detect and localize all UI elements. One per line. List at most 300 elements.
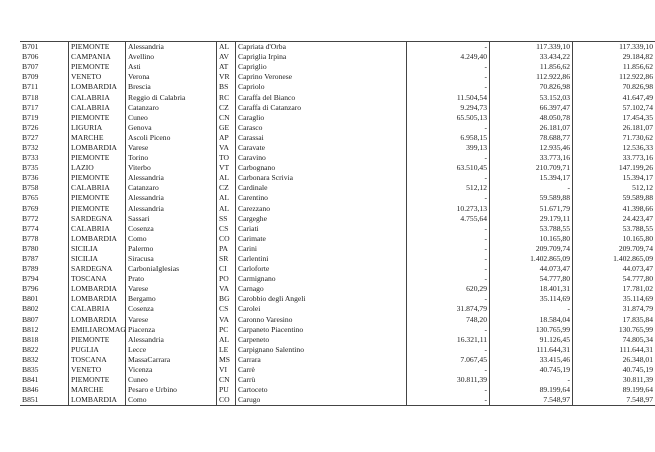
region-name: VENETO xyxy=(69,365,126,375)
region-name: MARCHE xyxy=(69,133,126,143)
amount-c: 11.856,62 xyxy=(573,62,655,72)
municipality-code: B846 xyxy=(22,385,39,395)
region-name: CALABRIA xyxy=(69,224,126,234)
region-name: LOMBARDIA xyxy=(69,395,126,406)
amount-a: 65.505,13 xyxy=(407,113,490,123)
amount-b: 59.589,88 xyxy=(490,193,573,203)
municipality-code: B818 xyxy=(22,334,39,344)
amount-b: 78.688,77 xyxy=(490,133,573,143)
province-name: Cosenza xyxy=(126,224,217,234)
province-abbreviation: CN xyxy=(217,375,236,385)
region-name: PIEMONTE xyxy=(69,62,126,72)
municipality-code: B709 xyxy=(22,72,39,82)
amount-b: 111.644,31 xyxy=(490,345,573,355)
province-abbreviation: PO xyxy=(217,274,236,284)
municipality-name: Caronno Varesino xyxy=(236,315,407,325)
municipality-code: B765 xyxy=(22,193,39,203)
province-name: Siracusa xyxy=(126,254,217,264)
province-name: Catanzaro xyxy=(126,103,217,113)
municipality-name: Carpeneto xyxy=(236,335,407,345)
amount-c: 74.805,34 xyxy=(573,335,655,345)
amount-a: - xyxy=(407,42,490,53)
amount-a: 4.755,64 xyxy=(407,214,490,224)
municipality-code: B835 xyxy=(22,365,39,375)
province-abbreviation: VT xyxy=(217,163,236,173)
municipality-name: Carlentini xyxy=(236,254,407,264)
region-name: LOMBARDIA xyxy=(69,143,126,153)
table-row xyxy=(20,294,655,304)
region-name: PIEMONTE xyxy=(69,153,126,163)
region-name: SICILIA xyxy=(69,254,126,264)
amount-c: 59.589,88 xyxy=(573,193,655,203)
table-row xyxy=(20,325,655,335)
province-abbreviation: VR xyxy=(217,72,236,82)
table-row xyxy=(20,52,655,62)
municipality-name: Carrù xyxy=(236,375,407,385)
province-abbreviation: GE xyxy=(217,123,236,133)
region-name: CALABRIA xyxy=(69,103,126,113)
amount-b: 33.773,16 xyxy=(490,153,573,163)
amount-a: 30.811,39 xyxy=(407,375,490,385)
amount-b: 112.922,86 xyxy=(490,72,573,82)
region-name: LOMBARDIA xyxy=(69,82,126,92)
province-abbreviation: AL xyxy=(217,193,236,203)
amount-a: - xyxy=(407,244,490,254)
table-row xyxy=(20,72,655,82)
table-row xyxy=(20,103,655,113)
province-abbreviation: TO xyxy=(217,153,236,163)
municipality-code: B758 xyxy=(22,183,39,193)
province-name: Verona xyxy=(126,72,217,82)
region-name: CALABRIA xyxy=(69,183,126,193)
province-abbreviation: CI xyxy=(217,264,236,274)
amount-c: 41.398,66 xyxy=(573,204,655,214)
municipality-name: Carbonara Scrivia xyxy=(236,173,407,183)
table-row xyxy=(20,224,655,234)
amount-b: 54.777,80 xyxy=(490,274,573,284)
amount-c: 70.826,98 xyxy=(573,82,655,92)
amount-b: 18.584,04 xyxy=(490,315,573,325)
province-name: Varese xyxy=(126,284,217,294)
region-name: LIGURIA xyxy=(69,123,126,133)
municipality-code: B851 xyxy=(20,395,69,406)
amount-c: 1.402.865,09 xyxy=(573,254,655,264)
municipality-name: Carrè xyxy=(236,365,407,375)
region-name: PIEMONTE xyxy=(69,204,126,214)
municipality-code: B772 xyxy=(22,213,39,223)
table-row xyxy=(20,214,655,224)
region-name: LOMBARDIA xyxy=(69,234,126,244)
table-row xyxy=(20,385,655,395)
amount-a: 6.958,15 xyxy=(407,133,490,143)
province-abbreviation: AV xyxy=(217,52,236,62)
amount-c: 17.454,35 xyxy=(573,113,655,123)
region-name: CAMPANIA xyxy=(69,52,126,62)
province-abbreviation: SS xyxy=(217,214,236,224)
region-name: LAZIO xyxy=(69,163,126,173)
municipality-table xyxy=(20,41,655,406)
table-row xyxy=(20,42,655,53)
province-name: Palermo xyxy=(126,244,217,254)
municipality-name: Carini xyxy=(236,244,407,254)
province-name: Cosenza xyxy=(126,304,217,314)
municipality-name: Caraffa di Catanzaro xyxy=(236,103,407,113)
region-name: PIEMONTE xyxy=(69,193,126,203)
table-row xyxy=(20,284,655,294)
amount-b: 51.671,79 xyxy=(490,204,573,214)
region-name: PIEMONTE xyxy=(69,42,126,53)
region-name: SARDEGNA xyxy=(69,214,126,224)
province-name: Ascoli Piceno xyxy=(126,133,217,143)
table-row xyxy=(20,204,655,214)
amount-c: 112.922,86 xyxy=(573,72,655,82)
municipality-name: Carezzano xyxy=(236,204,407,214)
municipality-code: B802 xyxy=(22,304,39,314)
amount-b: 15.394,17 xyxy=(490,173,573,183)
amount-a: - xyxy=(407,254,490,264)
municipality-code: B735 xyxy=(22,163,39,173)
province-abbreviation: SR xyxy=(217,254,236,264)
amount-b: 130.765,99 xyxy=(490,325,573,335)
region-name: CALABRIA xyxy=(69,92,126,102)
table-row xyxy=(20,345,655,355)
amount-a: - xyxy=(407,153,490,163)
province-name: CarboniaIglesias xyxy=(126,264,217,274)
amount-a: 31.874,79 xyxy=(407,304,490,314)
table-row xyxy=(20,133,655,143)
province-name: Pesaro e Urbino xyxy=(126,385,217,395)
municipality-name: Carolei xyxy=(236,304,407,314)
province-abbreviation: AL xyxy=(217,42,236,53)
region-name: CALABRIA xyxy=(69,304,126,314)
table-row xyxy=(20,335,655,345)
municipality-name: Capriglio xyxy=(236,62,407,72)
municipality-name: Capriglia Irpina xyxy=(236,52,407,62)
province-name: Avellino xyxy=(126,52,217,62)
province-abbreviation: MS xyxy=(217,355,236,365)
amount-c: 57.102,74 xyxy=(573,103,655,113)
table-row xyxy=(20,143,655,153)
amount-a: - xyxy=(407,62,490,72)
province-name: Cuneo xyxy=(126,113,217,123)
amount-c: 41.647,49 xyxy=(573,92,655,102)
municipality-code: B774 xyxy=(22,223,39,233)
province-abbreviation: CS xyxy=(217,224,236,234)
region-name: TOSCANA xyxy=(69,274,126,284)
municipality-code: B706 xyxy=(22,52,39,62)
municipality-name: Carnago xyxy=(236,284,407,294)
province-abbreviation: AT xyxy=(217,62,236,72)
municipality-code: B787 xyxy=(22,254,39,264)
amount-b: 18.401,31 xyxy=(490,284,573,294)
amount-a: 11.504,54 xyxy=(407,92,490,102)
municipality-name: Caraffa del Bianco xyxy=(236,92,407,102)
province-name: Sassari xyxy=(126,214,217,224)
amount-b: 10.165,80 xyxy=(490,234,573,244)
municipality-code: B769 xyxy=(22,203,39,213)
amount-a: - xyxy=(407,395,490,406)
municipality-code: B732 xyxy=(22,142,39,152)
amount-b: 11.856,62 xyxy=(490,62,573,72)
table-row xyxy=(20,153,655,163)
municipality-code: B719 xyxy=(22,112,39,122)
municipality-code: B717 xyxy=(22,102,39,112)
amount-b: 33.415,46 xyxy=(490,355,573,365)
amount-a: - xyxy=(407,173,490,183)
province-abbreviation: VA xyxy=(217,315,236,325)
municipality-name: Cartoceto xyxy=(236,385,407,395)
table-row xyxy=(20,82,655,92)
region-name: PIEMONTE xyxy=(69,173,126,183)
municipality-name: Caravino xyxy=(236,153,407,163)
amount-c: 130.765,99 xyxy=(573,325,655,335)
province-name: Alessandria xyxy=(126,42,217,53)
province-name: Varese xyxy=(126,315,217,325)
municipality-name: Caravate xyxy=(236,143,407,153)
amount-a: 399,13 xyxy=(407,143,490,153)
amount-c: 117.339,10 xyxy=(573,42,655,53)
municipality-name: Capriolo xyxy=(236,82,407,92)
municipality-name: Carmignano xyxy=(236,274,407,284)
province-abbreviation: AL xyxy=(217,173,236,183)
amount-b: 53.152,03 xyxy=(490,92,573,102)
amount-a: 7.067,45 xyxy=(407,355,490,365)
province-abbreviation: LE xyxy=(217,345,236,355)
amount-b: 53.788,55 xyxy=(490,224,573,234)
table-row xyxy=(20,274,655,284)
municipality-name: Carbognano xyxy=(236,163,407,173)
province-abbreviation: AL xyxy=(217,204,236,214)
municipality-name: Cargeghe xyxy=(236,214,407,224)
table-row xyxy=(20,375,655,385)
amount-c: 17.781,02 xyxy=(573,284,655,294)
amount-c: 26.181,07 xyxy=(573,123,655,133)
municipality-name: Cardinale xyxy=(236,183,407,193)
province-abbreviation: CZ xyxy=(217,103,236,113)
amount-c: 12.536,33 xyxy=(573,143,655,153)
amount-b: 209.709,74 xyxy=(490,244,573,254)
municipality-code: B789 xyxy=(22,264,39,274)
table-row xyxy=(20,183,655,193)
amount-a: - xyxy=(407,385,490,395)
amount-b: 12.935,46 xyxy=(490,143,573,153)
amount-b: 91.126,45 xyxy=(490,335,573,345)
province-name: Torino xyxy=(126,153,217,163)
municipality-name: Carloforte xyxy=(236,264,407,274)
region-name: PUGLIA xyxy=(69,345,126,355)
province-name: Varese xyxy=(126,143,217,153)
municipality-name: Carasco xyxy=(236,123,407,133)
municipality-code: B736 xyxy=(22,173,39,183)
municipality-code: B718 xyxy=(22,92,39,102)
table-row xyxy=(20,264,655,274)
amount-c: 147.199,26 xyxy=(573,163,655,173)
province-name: Genova xyxy=(126,123,217,133)
municipality-code: B733 xyxy=(22,153,39,163)
municipality-code: B711 xyxy=(22,82,39,92)
amount-b: 40.745,19 xyxy=(490,365,573,375)
amount-b: 44.073,47 xyxy=(490,264,573,274)
province-abbreviation: VA xyxy=(217,284,236,294)
amount-a: 620,29 xyxy=(407,284,490,294)
table-row xyxy=(20,365,655,375)
amount-b: 1.402.865,09 xyxy=(490,254,573,264)
province-name: Piacenza xyxy=(126,325,217,335)
amount-c: 54.777,80 xyxy=(573,274,655,284)
amount-a: 16.321,11 xyxy=(407,335,490,345)
municipality-code: B796 xyxy=(22,284,39,294)
amount-c: 30.811,39 xyxy=(573,375,655,385)
region-name: SARDEGNA xyxy=(69,264,126,274)
amount-b: 48.050,78 xyxy=(490,113,573,123)
province-abbreviation: VI xyxy=(217,365,236,375)
province-name: Reggio di Calabria xyxy=(126,92,217,102)
province-name: Alessandria xyxy=(126,204,217,214)
amount-a: - xyxy=(407,365,490,375)
region-name: PIEMONTE xyxy=(69,375,126,385)
amount-c: 89.199,64 xyxy=(573,385,655,395)
province-name: Como xyxy=(126,234,217,244)
region-name: LOMBARDIA xyxy=(69,315,126,325)
amount-b: 89.199,64 xyxy=(490,385,573,395)
municipality-code: B707 xyxy=(22,62,39,72)
amount-b: - xyxy=(490,183,573,193)
amount-a: - xyxy=(407,274,490,284)
province-abbreviation: CO xyxy=(217,395,236,406)
province-abbreviation: AP xyxy=(217,133,236,143)
table-row xyxy=(20,234,655,244)
amount-a: - xyxy=(407,264,490,274)
amount-c: 17.835,84 xyxy=(573,315,655,325)
amount-a: 10.273,13 xyxy=(407,204,490,214)
province-abbreviation: AL xyxy=(217,335,236,345)
municipality-code: B794 xyxy=(22,274,39,284)
municipality-code: B701 xyxy=(20,42,69,53)
province-abbreviation: CN xyxy=(217,113,236,123)
region-name: MARCHE xyxy=(69,385,126,395)
amount-c: 512,12 xyxy=(573,183,655,193)
municipality-code: B726 xyxy=(22,122,39,132)
amount-c: 35.114,69 xyxy=(573,294,655,304)
municipality-code: B832 xyxy=(22,354,39,364)
province-name: Asti xyxy=(126,62,217,72)
province-abbreviation: BS xyxy=(217,82,236,92)
amount-a: - xyxy=(407,224,490,234)
amount-a: 748,20 xyxy=(407,315,490,325)
table-row xyxy=(20,123,655,133)
amount-a: - xyxy=(407,82,490,92)
amount-c: 31.874,79 xyxy=(573,304,655,314)
amount-b: 117.339,10 xyxy=(490,42,573,53)
amount-a: - xyxy=(407,294,490,304)
province-name: Prato xyxy=(126,274,217,284)
amount-c: 26.348,01 xyxy=(573,355,655,365)
amount-b: 26.181,07 xyxy=(490,123,573,133)
amount-b: 66.397,47 xyxy=(490,103,573,113)
municipality-code: B841 xyxy=(22,375,39,385)
province-abbreviation: VA xyxy=(217,143,236,153)
amount-a: 9.294,73 xyxy=(407,103,490,113)
amount-a: - xyxy=(407,325,490,335)
region-name: VENETO xyxy=(69,72,126,82)
municipality-name: Carobbio degli Angeli xyxy=(236,294,407,304)
amount-b: 33.434,22 xyxy=(490,52,573,62)
province-name: Cuneo xyxy=(126,375,217,385)
amount-b: 29.179,11 xyxy=(490,214,573,224)
amount-c: 53.788,55 xyxy=(573,224,655,234)
region-name: LOMBARDIA xyxy=(69,294,126,304)
municipality-name: Carassai xyxy=(236,133,407,143)
municipality-code: B812 xyxy=(22,324,39,334)
table-row xyxy=(20,62,655,72)
province-abbreviation: CO xyxy=(217,234,236,244)
table-row xyxy=(20,355,655,365)
amount-a: 63.510,45 xyxy=(407,163,490,173)
province-name: Bergamo xyxy=(126,294,217,304)
amount-c: 44.073,47 xyxy=(573,264,655,274)
amount-b: 35.114,69 xyxy=(490,294,573,304)
province-name: Lecce xyxy=(126,345,217,355)
region-name: SICILIA xyxy=(69,244,126,254)
amount-c: 29.184,82 xyxy=(573,52,655,62)
municipality-name: Carimate xyxy=(236,234,407,244)
amount-c: 10.165,80 xyxy=(573,234,655,244)
province-name: Viterbo xyxy=(126,163,217,173)
province-name: Brescia xyxy=(126,82,217,92)
municipality-name: Caraglio xyxy=(236,113,407,123)
table-row xyxy=(20,254,655,264)
table-row xyxy=(20,113,655,123)
amount-a: - xyxy=(407,123,490,133)
municipality-name: Carpignano Salentino xyxy=(236,345,407,355)
amount-c: 33.773,16 xyxy=(573,153,655,163)
region-name: PIEMONTE xyxy=(69,335,126,345)
table-row xyxy=(20,395,655,406)
amount-c: 7.548,97 xyxy=(573,395,655,406)
municipality-code: B801 xyxy=(22,294,39,304)
region-name: TOSCANA xyxy=(69,355,126,365)
table-row xyxy=(20,173,655,183)
table-row xyxy=(20,315,655,325)
municipality-name: Carrara xyxy=(236,355,407,365)
amount-c: 15.394,17 xyxy=(573,173,655,183)
amount-a: 4.249,40 xyxy=(407,52,490,62)
amount-a: 512,12 xyxy=(407,183,490,193)
municipality-code: B807 xyxy=(22,314,39,324)
amount-b: 210.709,71 xyxy=(490,163,573,173)
amount-c: 40.745,19 xyxy=(573,365,655,375)
province-name: MassaCarrara xyxy=(126,355,217,365)
municipality-code: B778 xyxy=(22,233,39,243)
municipality-name: Capriata d'Orba xyxy=(236,42,407,53)
province-name: Alessandria xyxy=(126,173,217,183)
province-abbreviation: RC xyxy=(217,92,236,102)
province-abbreviation: CZ xyxy=(217,183,236,193)
amount-c: 209.709,74 xyxy=(573,244,655,254)
province-abbreviation: BG xyxy=(217,294,236,304)
province-abbreviation: CS xyxy=(217,304,236,314)
amount-a: - xyxy=(407,72,490,82)
province-name: Alessandria xyxy=(126,193,217,203)
municipality-name: Carentino xyxy=(236,193,407,203)
table-row xyxy=(20,163,655,173)
amount-b: 7.548,97 xyxy=(490,395,573,406)
province-abbreviation: PC xyxy=(217,325,236,335)
table-body xyxy=(20,42,655,406)
region-name: PIEMONTE xyxy=(69,113,126,123)
amount-a: - xyxy=(407,345,490,355)
table-row xyxy=(20,244,655,254)
